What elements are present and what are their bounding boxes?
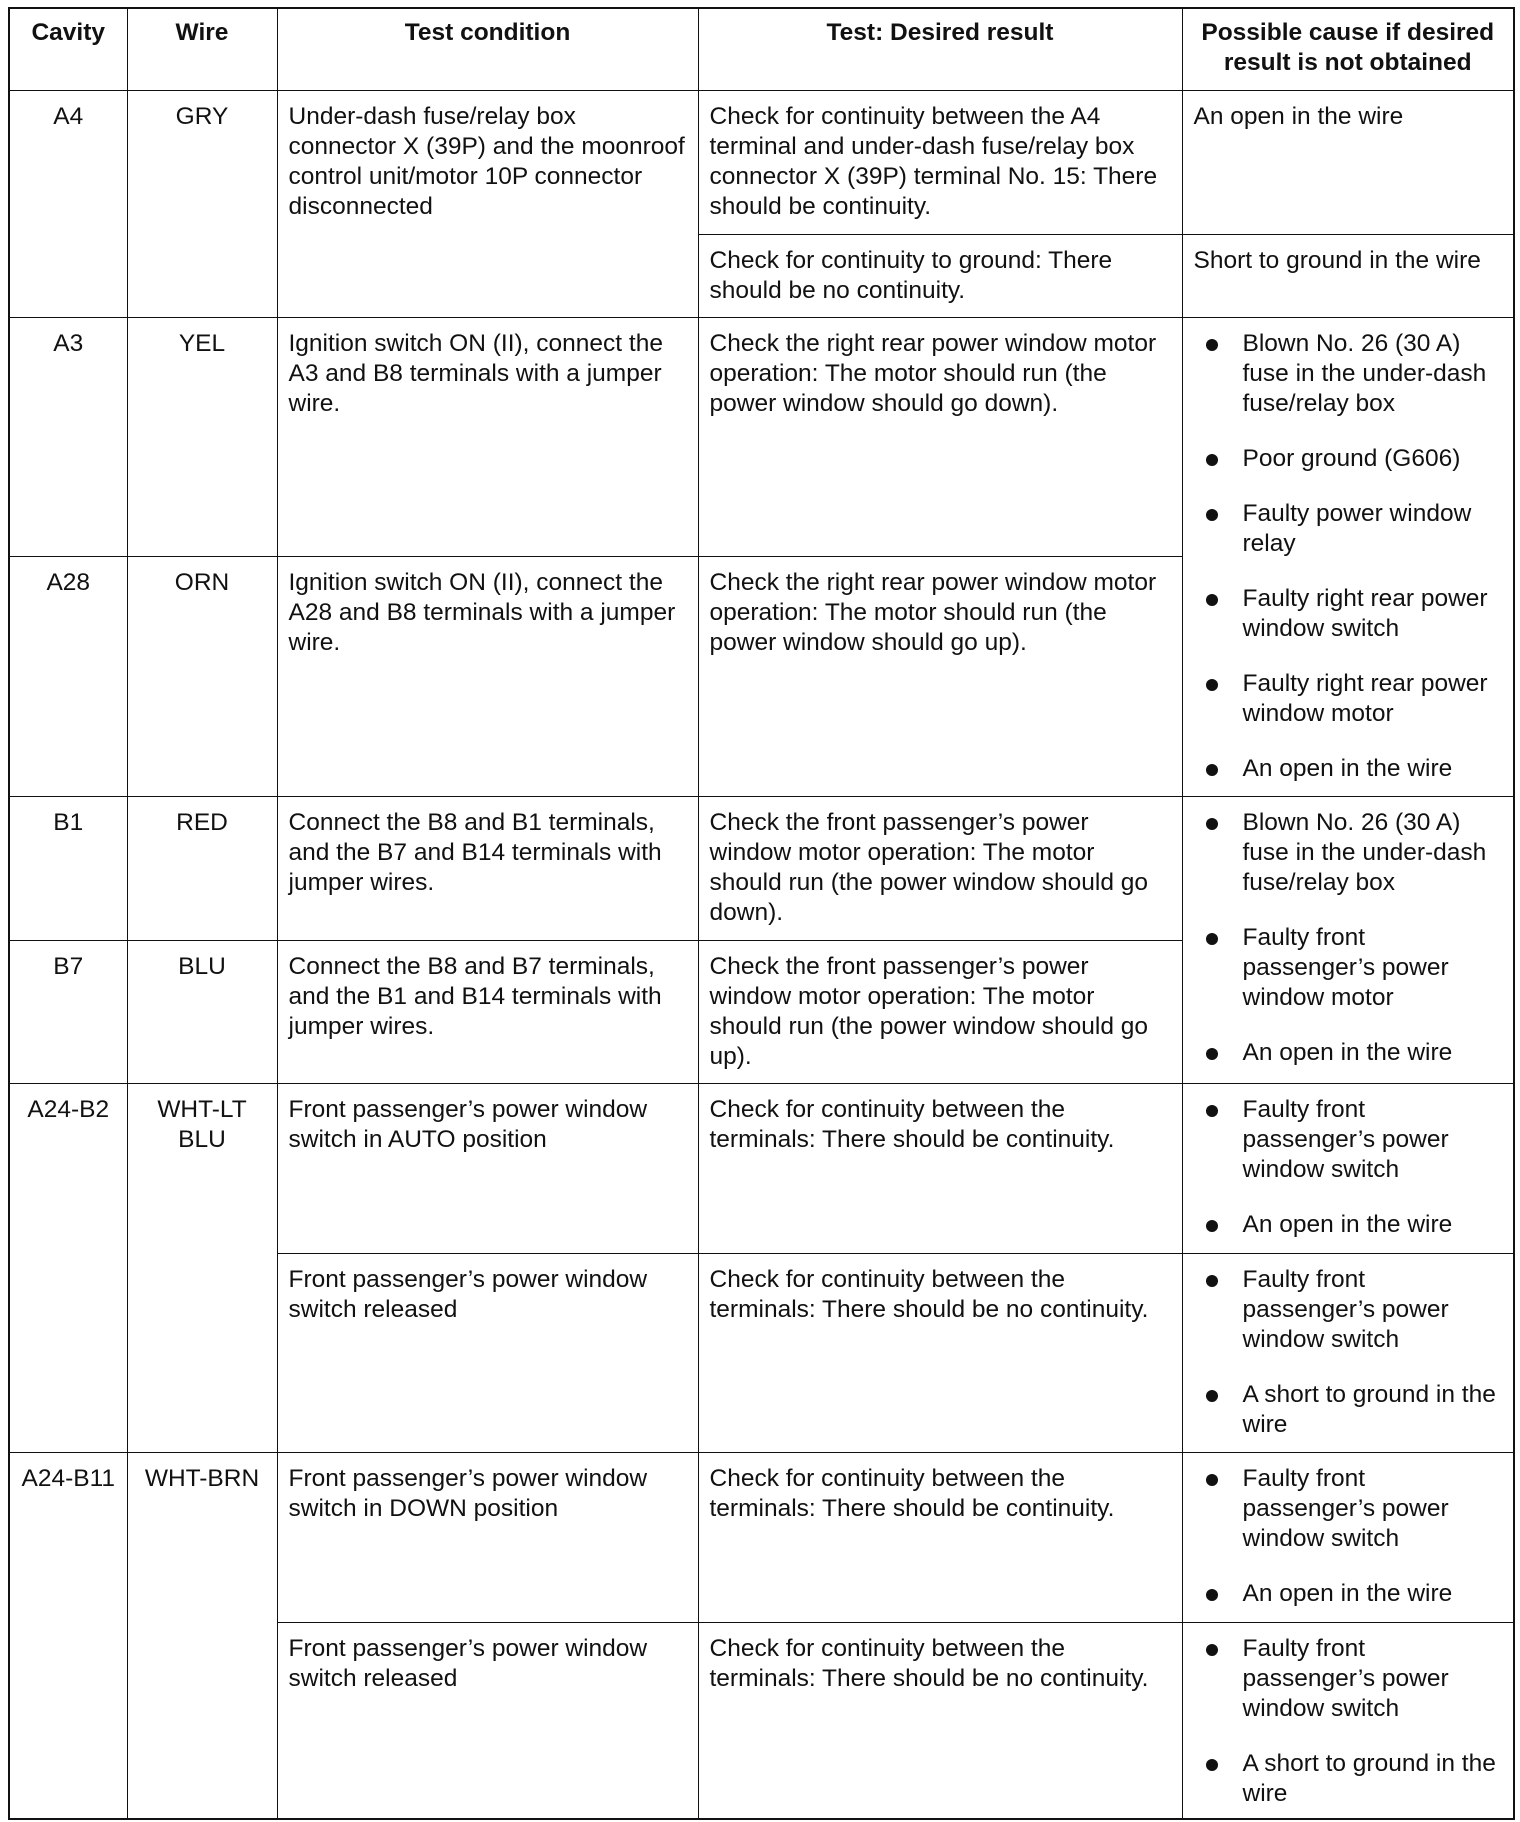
cause-item: Poor ground (G606): [1194, 444, 1503, 474]
header-wire: Wire: [127, 8, 277, 90]
cause-item: Blown No. 26 (30 A) fuse in the under-dash fuse/relay box: [1194, 808, 1503, 898]
cause-cell: [1182, 1452, 1514, 1622]
condition-cell: Front passenger’s power window switch in AUTO position: [277, 1083, 698, 1253]
table-row: [9, 796, 1514, 940]
result-cell: Check for continuity between the terminals: There should be continuity.: [698, 1083, 1182, 1253]
result-cell: Check for continuity between the terminals: There should be continuity.: [698, 1452, 1182, 1622]
result-cell: Check the right rear power window motor operation: The motor should run (the power window should go down).: [698, 317, 1182, 556]
cause-cell: [1182, 1622, 1514, 1819]
wire-cell: WHT-LT BLU: [127, 1083, 277, 1452]
cause-list: [1194, 808, 1503, 1068]
cavity-cell: A3: [9, 317, 127, 556]
result-cell: Check for continuity to ground: There should be no continuity.: [698, 234, 1182, 317]
cavity-cell: A24-B11: [9, 1452, 127, 1819]
wire-cell: BLU: [127, 940, 277, 1083]
condition-cell: Front passenger’s power window switch released: [277, 1253, 698, 1452]
wire-cell: WHT-BRN: [127, 1452, 277, 1819]
cause-cell: Short to ground in the wire: [1182, 234, 1514, 317]
wire-cell: RED: [127, 796, 277, 940]
wire-cell: YEL: [127, 317, 277, 556]
header-desired-result: Test: Desired result: [698, 8, 1182, 90]
cause-cell: [1182, 796, 1514, 1083]
condition-cell: Ignition switch ON (II), connect the A3 and B8 terminals with a jumper wire.: [277, 317, 698, 556]
cause-list: [1194, 1265, 1503, 1440]
diagnostic-table: [8, 7, 1515, 1820]
cause-list: [1194, 1095, 1503, 1240]
cavity-cell: A4: [9, 90, 127, 317]
cause-item: Faulty power window relay: [1194, 499, 1503, 559]
condition-cell: Connect the B8 and B7 terminals, and the B1 and B14 terminals with jumper wires.: [277, 940, 698, 1083]
cause-item: A short to ground in the wire: [1194, 1380, 1503, 1440]
wire-cell: ORN: [127, 556, 277, 796]
result-cell: Check the right rear power window motor operation: The motor should run (the power window should go up).: [698, 556, 1182, 796]
result-cell: Check for continuity between the A4 terminal and under-dash fuse/relay box connector X (39P) terminal No. 15: There should be continuity.: [698, 90, 1182, 234]
wire-cell: GRY: [127, 90, 277, 317]
condition-cell: Front passenger’s power window switch released: [277, 1622, 698, 1819]
table-row: [9, 90, 1514, 234]
header-possible-cause: Possible cause if desired result is not obtained: [1182, 8, 1514, 90]
header-row: [9, 8, 1514, 90]
result-cell: Check for continuity between the terminals: There should be no continuity.: [698, 1622, 1182, 1819]
cause-item: Faulty front passenger’s power window switch: [1194, 1634, 1503, 1724]
header-test-condition: Test condition: [277, 8, 698, 90]
cavity-cell: A24-B2: [9, 1083, 127, 1452]
cause-item: Faulty right rear power window motor: [1194, 669, 1503, 729]
cavity-cell: B1: [9, 796, 127, 940]
header-cavity: Cavity: [9, 8, 127, 90]
cause-cell: An open in the wire: [1182, 90, 1514, 234]
cause-item: An open in the wire: [1194, 754, 1503, 784]
table-row: [9, 1083, 1514, 1253]
table-row: [9, 317, 1514, 556]
cause-list: [1194, 329, 1503, 784]
cavity-cell: B7: [9, 940, 127, 1083]
cause-cell: [1182, 317, 1514, 796]
cavity-cell: A28: [9, 556, 127, 796]
condition-cell: Under-dash fuse/relay box connector X (39P) and the moonroof control unit/motor 10P connector disconnected: [277, 90, 698, 317]
condition-cell: Front passenger’s power window switch in DOWN position: [277, 1452, 698, 1622]
cause-item: Faulty front passenger’s power window switch: [1194, 1265, 1503, 1355]
table-row: [9, 1452, 1514, 1622]
cause-item: Faulty front passenger’s power window switch: [1194, 1464, 1503, 1554]
condition-cell: Connect the B8 and B1 terminals, and the B7 and B14 terminals with jumper wires.: [277, 796, 698, 940]
cause-item: Blown No. 26 (30 A) fuse in the under-dash fuse/relay box: [1194, 329, 1503, 419]
cause-item: Faulty right rear power window switch: [1194, 584, 1503, 644]
cause-cell: [1182, 1253, 1514, 1452]
cause-item: An open in the wire: [1194, 1210, 1503, 1240]
cause-item: Faulty front passenger’s power window motor: [1194, 923, 1503, 1013]
cause-item: A short to ground in the wire: [1194, 1749, 1503, 1809]
cause-item: An open in the wire: [1194, 1579, 1503, 1609]
cause-item: Faulty front passenger’s power window switch: [1194, 1095, 1503, 1185]
cause-cell: [1182, 1083, 1514, 1253]
result-cell: Check the front passenger’s power window motor operation: The motor should run (the power window should go down).: [698, 796, 1182, 940]
cause-list: [1194, 1634, 1503, 1809]
cause-item: An open in the wire: [1194, 1038, 1503, 1068]
result-cell: Check for continuity between the terminals: There should be no continuity.: [698, 1253, 1182, 1452]
result-cell: Check the front passenger’s power window motor operation: The motor should run (the power window should go up).: [698, 940, 1182, 1083]
condition-cell: Ignition switch ON (II), connect the A28 and B8 terminals with a jumper wire.: [277, 556, 698, 796]
cause-list: [1194, 1464, 1503, 1609]
